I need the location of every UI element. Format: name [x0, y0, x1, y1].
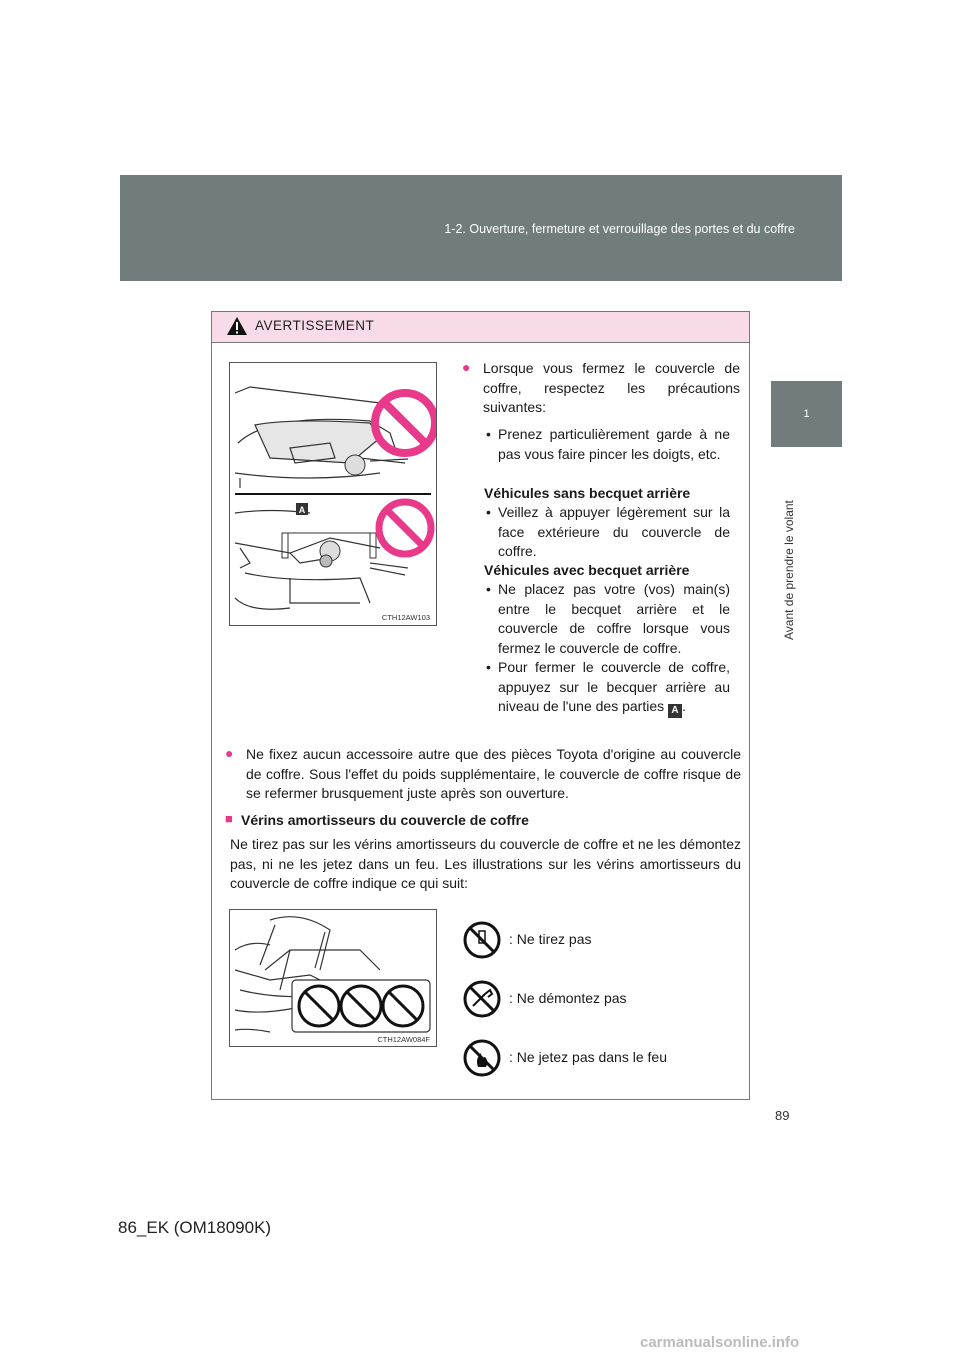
sub-bullet-4: • — [486, 659, 491, 675]
trunk-closing-drawing — [230, 363, 436, 625]
square-bullet: ■ — [225, 811, 233, 826]
legend-text-no-pull: : Ne tirez pas — [509, 931, 592, 947]
chapter-number: 1 — [771, 381, 842, 447]
section-title: 1-2. Ouverture, fermeture et verrouillage des portes et du coffre — [444, 222, 795, 236]
no-disassemble-icon — [463, 980, 501, 1018]
item1-intro: Lorsque vous fermez le couvercle de coffre, respectez les précautions suivantes: — [483, 360, 740, 415]
watermark: carmanualsonline.info — [640, 1334, 800, 1351]
item1-sub4-end: . — [682, 698, 686, 714]
trunk-closing-illustration — [229, 362, 437, 626]
illustration1-marker: A — [298, 505, 306, 515]
warning-triangle-icon — [226, 316, 248, 336]
header-band — [120, 175, 842, 281]
heading-with-spoiler: Véhicules avec becquet arrière — [484, 562, 690, 578]
sub-bullet-2: • — [486, 504, 491, 520]
legend-text-no-disassemble: : Ne démontez pas — [509, 990, 627, 1006]
item1-sub4 — [498, 658, 730, 718]
item1-sub1: Prenez particulièrement garde à ne pas vous faire pincer les doigts, etc. — [498, 426, 730, 462]
manual-code: 86_EK (OM18090K) — [118, 1218, 272, 1237]
strut-drawing — [230, 910, 436, 1046]
item1-sub4-text: Pour fermer le couvercle de coffre, appuyez sur le becquer arrière au niveau de l'une des parties — [498, 659, 730, 714]
sub-bullet-3: • — [486, 581, 491, 597]
bullet-2: ● — [225, 745, 234, 761]
illustration1-code: CTH12AW103 — [381, 613, 430, 622]
heading-no-spoiler: Véhicules sans becquet arrière — [484, 485, 691, 501]
item2: Ne fixez aucun accessoire autre que des pièces Toyota d'origine au couvercle de coffre. Sous l'effet du poids supplémentaire, le couvercle de coffre risque de se refermer brusquement juste après son ouverture. — [246, 746, 741, 801]
item1-sub3: Ne placez pas votre (vos) main(s) entre le becquet arrière et le couvercle de coffre lorsque vous fermez le couvercle de coffre. — [498, 581, 730, 656]
warning-header — [212, 312, 749, 343]
no-pull-icon — [463, 921, 501, 959]
illustration2-code: CTH12AW084F — [377, 1035, 430, 1044]
warning-title: AVERTISSEMENT — [255, 318, 375, 333]
item1-sub2: Veillez à appuyer légèrement sur la face extérieure du couvercle de coffre. — [498, 504, 730, 559]
chapter-label: Avant de prendre le volant — [782, 500, 796, 640]
subheading: Vérins amortisseurs du couvercle de coffre — [241, 812, 529, 828]
sub-bullet-1: • — [486, 426, 491, 442]
body-text: Ne tirez pas sur les vérins amortisseurs du couvercle de coffre et ne les démontez pas, ni ne les jetez dans un feu. Les illustrations sur les vérins amortisseurs du couvercle de coffre indique ce qui suit: — [230, 836, 741, 891]
marker-a: A — [668, 704, 682, 718]
no-fire-icon — [463, 1039, 501, 1077]
bullet-1: ● — [462, 359, 471, 375]
page-number: 89 — [775, 1108, 790, 1123]
legend-text-no-fire: : Ne jetez pas dans le feu — [509, 1049, 667, 1065]
strut-illustration — [229, 909, 437, 1047]
